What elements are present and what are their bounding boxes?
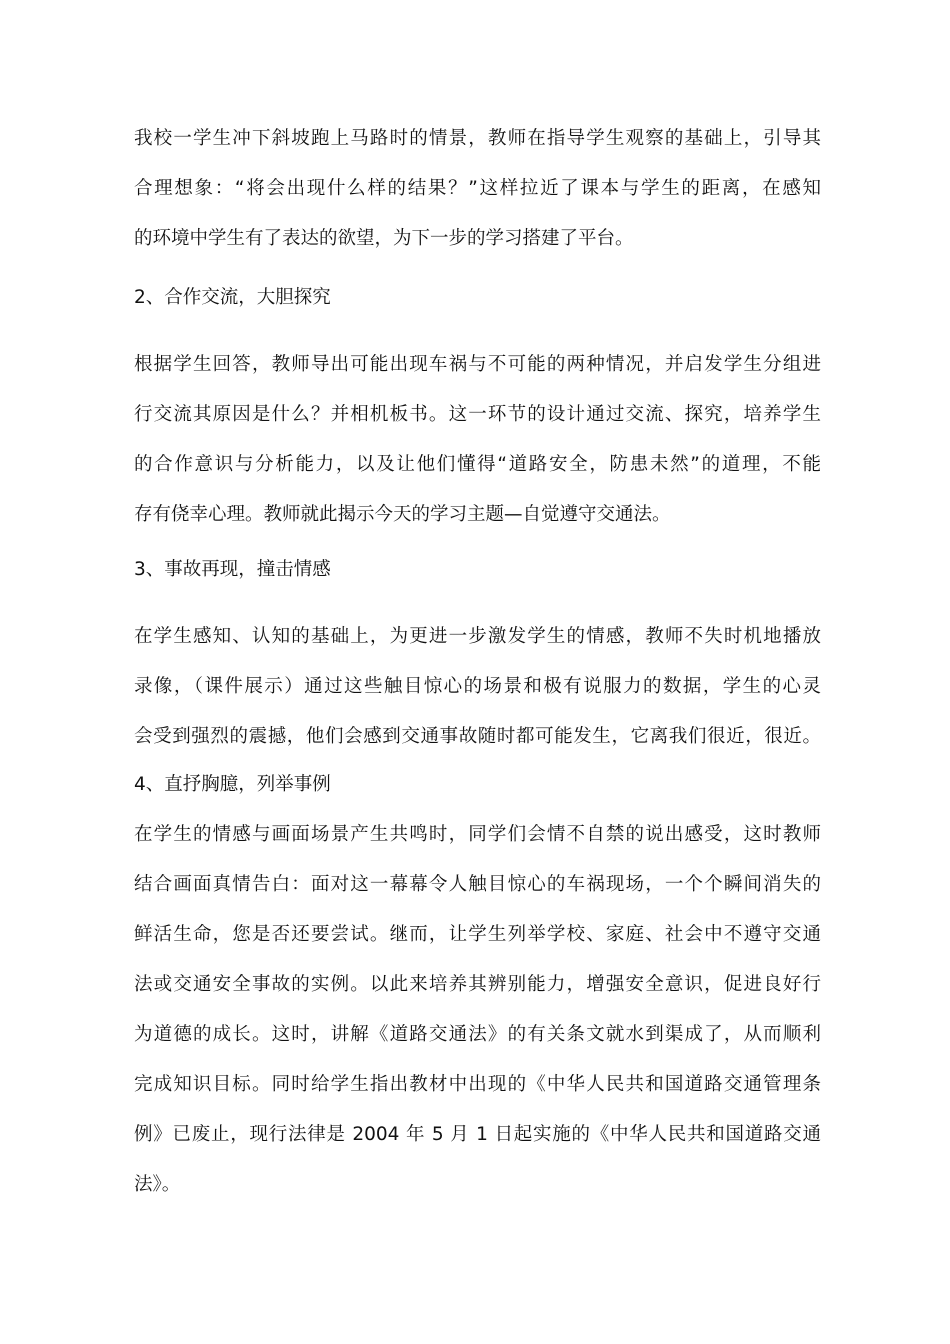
paragraph-2-line-2: 行交流其原因是什么？并相机板书。这一环节的设计通过交流、探究，培养学生: [134, 404, 821, 425]
paragraph-3-line-2: 录像，（课件展示）通过这些触目惊心的场景和极有说服力的数据，学生的心灵: [134, 676, 821, 697]
paragraph-1-line-1: 我校一学生冲下斜坡跑上马路时的情景，教师在指导学生观察的基础上，引导其: [134, 128, 821, 149]
paragraph-1-line-2: 合理想象：“将会出现什么样的结果？”这样拉近了课本与学生的距离，在感知: [134, 178, 821, 199]
paragraph-4-line-5: 为道德的成长。这时，讲解《道路交通法》的有关条文就水到渠成了，从而顺利: [134, 1024, 821, 1045]
paragraph-4-line-7: 例》已废止，现行法律是 2004 年 5 月 1 日起实施的《中华人民共和国道路交通: [134, 1124, 821, 1145]
section-heading-3: 3、事故再现，撞击情感: [134, 559, 331, 580]
paragraph-4-line-2: 结合画面真情告白：面对这一幕幕令人触目惊心的车祸现场，一个个瞬间消失的: [134, 874, 821, 895]
paragraph-2-line-1: 根据学生回答，教师导出可能出现车祸与不可能的两种情况，并启发学生分组进: [134, 354, 821, 375]
section-heading-4: 4、直抒胸臆，列举事例: [134, 774, 331, 795]
paragraph-4-line-1: 在学生的情感与画面场景产生共鸣时，同学们会情不自禁的说出感受，这时教师: [134, 824, 821, 845]
paragraph-3-line-1: 在学生感知、认知的基础上，为更进一步激发学生的情感，教师不失时机地播放: [134, 626, 821, 647]
paragraph-4-line-8: 法》。: [134, 1174, 181, 1195]
paragraph-4-line-6: 完成知识目标。同时给学生指出教材中出现的《中华人民共和国道路交通管理条: [134, 1074, 821, 1095]
paragraph-1-line-3: 的环境中学生有了表达的欲望，为下一步的学习搭建了平台。: [134, 228, 634, 249]
paragraph-2-line-4: 存有侥幸心理。教师就此揭示今天的学习主题—自觉遵守交通法。: [134, 504, 671, 525]
paragraph-4-line-3: 鲜活生命，您是否还要尝试。继而，让学生列举学校、家庭、社会中不遵守交通: [134, 924, 821, 945]
paragraph-4-line-4: 法或交通安全事故的实例。以此来培养其辨别能力，增强安全意识，促进良好行: [134, 974, 821, 995]
paragraph-2-line-3: 的合作意识与分析能力，以及让他们懂得“道路安全，防患未然”的道理，不能: [134, 454, 821, 475]
paragraph-3-line-3: 会受到强烈的震撼，他们会感到交通事故随时都可能发生，它离我们很近，很近。: [134, 726, 821, 747]
section-heading-2: 2、合作交流，大胆探究: [134, 287, 331, 308]
